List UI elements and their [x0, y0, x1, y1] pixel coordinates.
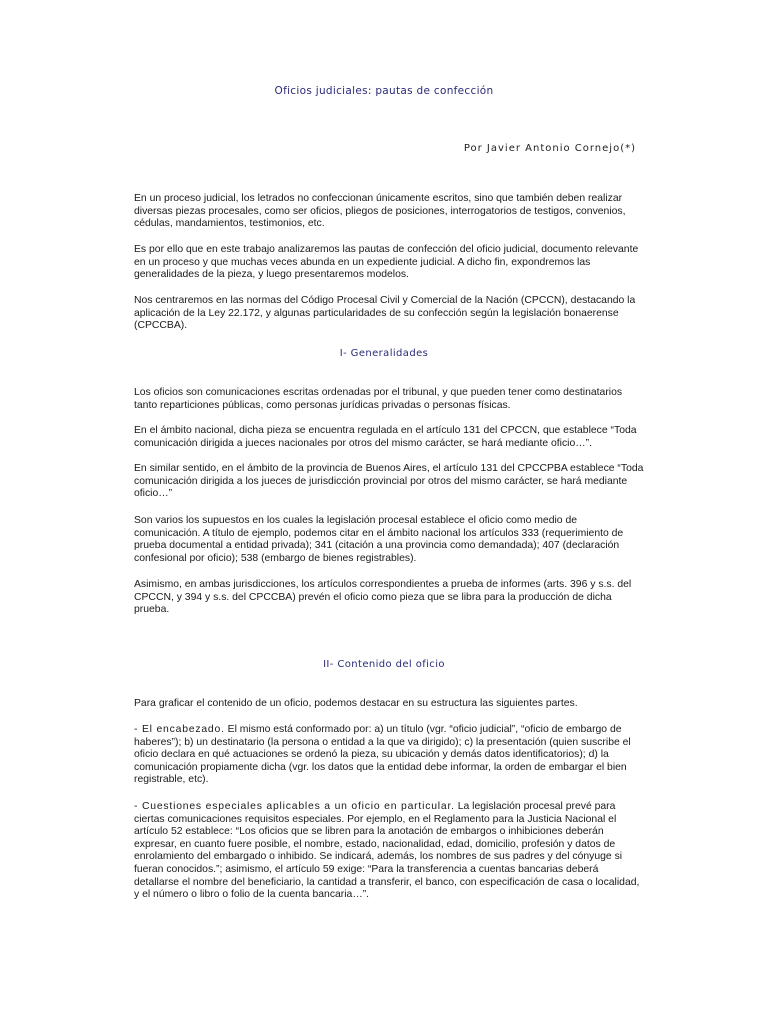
section-heading-contenido: II- Contenido del oficio — [323, 659, 445, 670]
cuestiones-body: La legislación procesal prevé para ciertas comunicaciones requisitos especiales. Por ejemplo, en el Reglamento para la Justicia Nacional el artículo 52 establece: “Los oficios que se libren para la anotación de embargos o inhibiciones deberán expresar, en cuanto fuere posible, el nombre, estado, nacionalidad, edad, domicilio, profesión y datos de enrolamiento del embargado o inhibido. Se indicará, además, los nombres de sus padres y del cónyuge si fueran conocidos.”; asimismo, el artículo 59 exige: “Para la transferencia a cuentas bancarias deberá detallarse el nombre del beneficiario, la cantidad a transferir, el banco, con especificación de casa o localidad, y el número o libro o folio de la cuenta bancaria…”. — [134, 801, 640, 901]
paragraph-cuestiones-especiales — [134, 801, 644, 902]
section-heading-generalidades: I- Generalidades — [339, 348, 429, 359]
cuestiones-lead: - Cuestiones especiales aplicables a un oficio en particular. — [134, 801, 455, 812]
paragraph-encabezado — [134, 724, 644, 787]
encabezado-body: El mismo está conformado por: a) un título (vgr. “oficio judicial”, “oficio de embargo de haberes”); b) un destinatario (la persona o entidad a la que va dirigido); c) la presentación (quien suscribe el oficio declara en qué actuaciones se ordenó la pieza, su ubicación y demás datos identificatorios); d) la comunicación propiamente dicha (vgr. los datos que la entidad debe informar, la orden de embargar el bien registrable, etc). — [134, 724, 631, 786]
paragraph-cases: Son varios los supuestos en los cuales la legislación procesal establece el oficio como medio de comunicación. A título de ejemplo, podemos citar en el ámbito nacional los artículos 333 (requerimiento de prueba documental a entidad privada); 341 (citación a una provincia como demandada); 407 (declaración confesional por oficio); 538 (embargo de bienes registrables). — [134, 515, 624, 564]
paragraph-national: En el ámbito nacional, dicha pieza se encuentra regulada en el artículo 131 del CPCCN, que establece “Toda comunicación dirigida a jueces nacionales por otros del mismo carácter, se hará mediante oficio…”. — [134, 425, 637, 449]
paragraph-structure: Para graficar el contenido de un oficio, podemos destacar en su estructura las siguientes partes. — [134, 698, 578, 709]
paragraph-definition: Los oficios son comunicaciones escritas ordenadas por el tribunal, y que pueden tener como destinatarios tanto reparticiones públicas, como personas jurídicas privadas o personas físicas. — [134, 387, 623, 411]
encabezado-lead: - El encabezado. — [134, 724, 225, 735]
paragraph-scope: Nos centraremos en las normas del Código Procesal Civil y Comercial de la Nación (CPCCN), destacando la aplicación de la Ley 22.172, y algunas particularidades de su confección según la legislación bonaerense (CPCCBA). — [134, 295, 636, 332]
paragraph-provincial: En similar sentido, en el ámbito de la provincia de Buenos Aires, el artículo 131 del CPCCPBA establece “Toda comunicación dirigida a los jueces de jurisdicción provincial por otros del mismo carácter, se hará mediante oficio…” — [134, 463, 644, 500]
document-title: Oficios judiciales: pautas de confección — [274, 85, 494, 97]
author-byline: Por Javier Antonio Cornejo(*) — [463, 143, 636, 154]
paragraph-purpose: Es por ello que en este trabajo analizaremos las pautas de confección del oficio judicial, documento relevante en un proceso y que muchas veces abunda en un expediente judicial. A dicho fin, expondremos las generalidades de la pieza, y luego presentaremos modelos. — [134, 244, 639, 281]
paragraph-intro: En un proceso judicial, los letrados no confeccionan únicamente escritos, sino que también deben realizar diversas piezas procesales, como ser oficios, pliegos de posiciones, interrogatorios de testigos, convenios, cédulas, mandamientos, testimonios, etc. — [134, 193, 626, 230]
paragraph-informes: Asimismo, en ambas jurisdicciones, los artículos correspondientes a prueba de informes (arts. 396 y s.s. del CPCCN, y 394 y s.s. del CPCCBA) prevén el oficio como pieza que se libra para la producción de dicha prueba. — [134, 579, 632, 616]
